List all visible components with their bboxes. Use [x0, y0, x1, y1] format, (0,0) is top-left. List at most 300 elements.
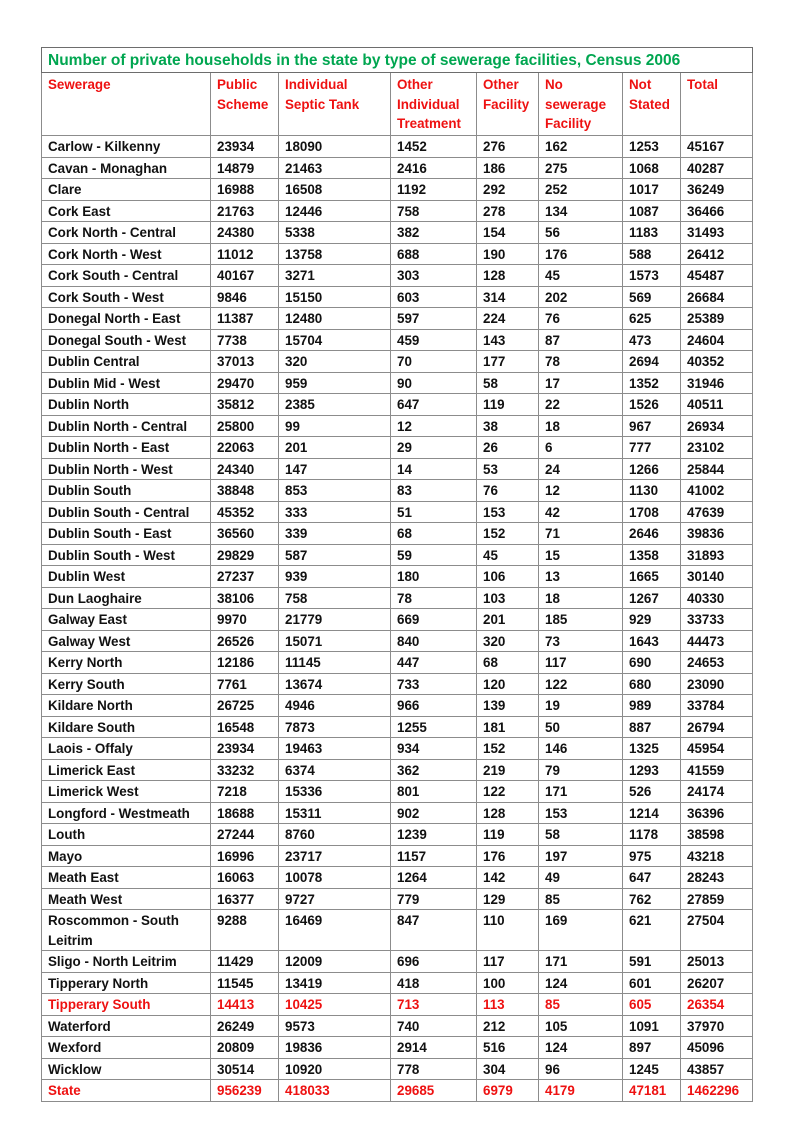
- cell-value: 516: [477, 1037, 539, 1059]
- cell-value: 6374: [279, 759, 391, 781]
- row-label: Longford - Westmeath: [42, 802, 211, 824]
- cell-value: 152: [477, 523, 539, 545]
- cell-value: 47181: [623, 1080, 681, 1102]
- cell-value: 185: [539, 609, 623, 631]
- cell-value: 13: [539, 566, 623, 588]
- table-row: [42, 265, 753, 287]
- cell-value: 12446: [279, 200, 391, 222]
- row-label: Dublin Central: [42, 351, 211, 373]
- cell-value: 26: [477, 437, 539, 459]
- cell-value: 45: [477, 544, 539, 566]
- cell-value: 15704: [279, 329, 391, 351]
- cell-value: 1264: [391, 867, 477, 889]
- cell-value: 7873: [279, 716, 391, 738]
- cell-value: 9970: [211, 609, 279, 631]
- cell-value: 1352: [623, 372, 681, 394]
- cell-value: 68: [391, 523, 477, 545]
- cell-value: 56: [539, 222, 623, 244]
- cell-value: 733: [391, 673, 477, 695]
- cell-value: 202: [539, 286, 623, 308]
- cell-value: 30140: [681, 566, 753, 588]
- row-label: Donegal North - East: [42, 308, 211, 330]
- row-label: Dublin South - West: [42, 544, 211, 566]
- cell-value: 777: [623, 437, 681, 459]
- row-label: Donegal South - West: [42, 329, 211, 351]
- header-sewerage: Sewerage: [42, 73, 211, 136]
- cell-value: 169: [539, 910, 623, 951]
- cell-value: 7761: [211, 673, 279, 695]
- cell-value: 79: [539, 759, 623, 781]
- cell-value: 956239: [211, 1080, 279, 1102]
- cell-value: 47639: [681, 501, 753, 523]
- cell-value: 29: [391, 437, 477, 459]
- cell-value: 41002: [681, 480, 753, 502]
- row-label: State: [42, 1080, 211, 1102]
- row-label: Galway East: [42, 609, 211, 631]
- cell-value: 4946: [279, 695, 391, 717]
- cell-value: 24380: [211, 222, 279, 244]
- cell-value: 1130: [623, 480, 681, 502]
- cell-value: 212: [477, 1015, 539, 1037]
- table-row: [42, 845, 753, 867]
- cell-value: 18: [539, 415, 623, 437]
- cell-value: 9288: [211, 910, 279, 951]
- cell-value: 966: [391, 695, 477, 717]
- cell-value: 23934: [211, 136, 279, 158]
- cell-value: 18: [539, 587, 623, 609]
- cell-value: 29829: [211, 544, 279, 566]
- cell-value: 779: [391, 888, 477, 910]
- header-public-scheme: Public Scheme: [211, 73, 279, 136]
- cell-value: 147: [279, 458, 391, 480]
- cell-value: 100: [477, 972, 539, 994]
- cell-value: 16469: [279, 910, 391, 951]
- cell-value: 601: [623, 972, 681, 994]
- cell-value: 1526: [623, 394, 681, 416]
- cell-value: 1253: [623, 136, 681, 158]
- cell-value: 85: [539, 994, 623, 1016]
- cell-value: 37013: [211, 351, 279, 373]
- table-row: [42, 910, 753, 951]
- table-row: [42, 1037, 753, 1059]
- cell-value: 45: [539, 265, 623, 287]
- header-no-sewerage-facility: No sewerage Facility: [539, 73, 623, 136]
- cell-value: 14879: [211, 157, 279, 179]
- cell-value: 15: [539, 544, 623, 566]
- row-label: Wicklow: [42, 1058, 211, 1080]
- cell-value: 24604: [681, 329, 753, 351]
- cell-value: 887: [623, 716, 681, 738]
- table-row: [42, 1058, 753, 1080]
- cell-value: 989: [623, 695, 681, 717]
- row-label: Dublin South - Central: [42, 501, 211, 523]
- table-row: [42, 200, 753, 222]
- cell-value: 71: [539, 523, 623, 545]
- header-other-facility: Other Facility: [477, 73, 539, 136]
- cell-value: 6: [539, 437, 623, 459]
- cell-value: 5338: [279, 222, 391, 244]
- cell-value: 1462296: [681, 1080, 753, 1102]
- header-total: Total: [681, 73, 753, 136]
- cell-value: 1183: [623, 222, 681, 244]
- cell-value: 959: [279, 372, 391, 394]
- cell-value: 1178: [623, 824, 681, 846]
- cell-value: 1255: [391, 716, 477, 738]
- cell-value: 591: [623, 951, 681, 973]
- row-label: Limerick West: [42, 781, 211, 803]
- total-row: [42, 1080, 753, 1102]
- cell-value: 38598: [681, 824, 753, 846]
- cell-value: 2385: [279, 394, 391, 416]
- cell-value: 26794: [681, 716, 753, 738]
- cell-value: 778: [391, 1058, 477, 1080]
- table-row: [42, 286, 753, 308]
- cell-value: 85: [539, 888, 623, 910]
- cell-value: 9727: [279, 888, 391, 910]
- table-row: [42, 587, 753, 609]
- cell-value: 2694: [623, 351, 681, 373]
- cell-value: 11387: [211, 308, 279, 330]
- cell-value: 29685: [391, 1080, 477, 1102]
- cell-value: 1708: [623, 501, 681, 523]
- table-row: [42, 972, 753, 994]
- row-label: Dublin North: [42, 394, 211, 416]
- cell-value: 190: [477, 243, 539, 265]
- cell-value: 853: [279, 480, 391, 502]
- cell-value: 16988: [211, 179, 279, 201]
- cell-value: 152: [477, 738, 539, 760]
- cell-value: 154: [477, 222, 539, 244]
- cell-value: 117: [477, 951, 539, 973]
- cell-value: 680: [623, 673, 681, 695]
- cell-value: 690: [623, 652, 681, 674]
- cell-value: 29470: [211, 372, 279, 394]
- cell-value: 740: [391, 1015, 477, 1037]
- row-label: Waterford: [42, 1015, 211, 1037]
- cell-value: 128: [477, 265, 539, 287]
- cell-value: 1665: [623, 566, 681, 588]
- cell-value: 1214: [623, 802, 681, 824]
- row-label: Dublin Mid - West: [42, 372, 211, 394]
- cell-value: 15150: [279, 286, 391, 308]
- cell-value: 40167: [211, 265, 279, 287]
- table-title: Number of private households in the state by type of sewerage facilities, Census 2006: [42, 48, 753, 73]
- cell-value: 21779: [279, 609, 391, 631]
- cell-value: 758: [279, 587, 391, 609]
- cell-value: 219: [477, 759, 539, 781]
- cell-value: 139: [477, 695, 539, 717]
- cell-value: 19463: [279, 738, 391, 760]
- cell-value: 122: [539, 673, 623, 695]
- table-row: [42, 437, 753, 459]
- cell-value: 1087: [623, 200, 681, 222]
- cell-value: 569: [623, 286, 681, 308]
- cell-value: 124: [539, 1037, 623, 1059]
- cell-value: 473: [623, 329, 681, 351]
- cell-value: 78: [391, 587, 477, 609]
- cell-value: 647: [391, 394, 477, 416]
- cell-value: 696: [391, 951, 477, 973]
- cell-value: 201: [279, 437, 391, 459]
- row-label: Kildare South: [42, 716, 211, 738]
- cell-value: 840: [391, 630, 477, 652]
- cell-value: 16063: [211, 867, 279, 889]
- cell-value: 16377: [211, 888, 279, 910]
- table-row: [42, 695, 753, 717]
- cell-value: 939: [279, 566, 391, 588]
- row-label: Galway West: [42, 630, 211, 652]
- cell-value: 27859: [681, 888, 753, 910]
- table-row: [42, 501, 753, 523]
- row-label: Meath East: [42, 867, 211, 889]
- sewerage-table: [41, 47, 753, 1102]
- cell-value: 758: [391, 200, 477, 222]
- table-row: [42, 994, 753, 1016]
- cell-value: 24340: [211, 458, 279, 480]
- cell-value: 418033: [279, 1080, 391, 1102]
- row-label: Tipperary South: [42, 994, 211, 1016]
- cell-value: 50: [539, 716, 623, 738]
- row-label: Louth: [42, 824, 211, 846]
- cell-value: 1267: [623, 587, 681, 609]
- cell-value: 9573: [279, 1015, 391, 1037]
- row-label: Cork North - West: [42, 243, 211, 265]
- table-row: [42, 609, 753, 631]
- cell-value: 252: [539, 179, 623, 201]
- table-row: [42, 480, 753, 502]
- cell-value: 339: [279, 523, 391, 545]
- cell-value: 15336: [279, 781, 391, 803]
- row-label: Dublin South: [42, 480, 211, 502]
- cell-value: 90: [391, 372, 477, 394]
- cell-value: 526: [623, 781, 681, 803]
- cell-value: 588: [623, 243, 681, 265]
- cell-value: 2416: [391, 157, 477, 179]
- cell-value: 23102: [681, 437, 753, 459]
- cell-value: 1157: [391, 845, 477, 867]
- row-label: Laois - Offaly: [42, 738, 211, 760]
- cell-value: 73: [539, 630, 623, 652]
- table-row: [42, 308, 753, 330]
- cell-value: 76: [477, 480, 539, 502]
- cell-value: 51: [391, 501, 477, 523]
- cell-value: 36466: [681, 200, 753, 222]
- cell-value: 106: [477, 566, 539, 588]
- cell-value: 13419: [279, 972, 391, 994]
- cell-value: 36249: [681, 179, 753, 201]
- cell-value: 17: [539, 372, 623, 394]
- cell-value: 38848: [211, 480, 279, 502]
- cell-value: 10425: [279, 994, 391, 1016]
- cell-value: 25013: [681, 951, 753, 973]
- row-label: Cork South - Central: [42, 265, 211, 287]
- cell-value: 902: [391, 802, 477, 824]
- cell-value: 16508: [279, 179, 391, 201]
- cell-value: 303: [391, 265, 477, 287]
- cell-value: 13674: [279, 673, 391, 695]
- cell-value: 96: [539, 1058, 623, 1080]
- cell-value: 625: [623, 308, 681, 330]
- row-label: Cork South - West: [42, 286, 211, 308]
- cell-value: 1293: [623, 759, 681, 781]
- cell-value: 24174: [681, 781, 753, 803]
- cell-value: 10920: [279, 1058, 391, 1080]
- cell-value: 41559: [681, 759, 753, 781]
- row-label: Dublin North - East: [42, 437, 211, 459]
- cell-value: 40352: [681, 351, 753, 373]
- table-row: [42, 415, 753, 437]
- row-label: Sligo - North Leitrim: [42, 951, 211, 973]
- cell-value: 124: [539, 972, 623, 994]
- cell-value: 1266: [623, 458, 681, 480]
- cell-value: 197: [539, 845, 623, 867]
- cell-value: 31893: [681, 544, 753, 566]
- cell-value: 3271: [279, 265, 391, 287]
- cell-value: 1091: [623, 1015, 681, 1037]
- cell-value: 177: [477, 351, 539, 373]
- cell-value: 128: [477, 802, 539, 824]
- cell-value: 967: [623, 415, 681, 437]
- table-row: [42, 824, 753, 846]
- row-label: Meath West: [42, 888, 211, 910]
- cell-value: 11012: [211, 243, 279, 265]
- table-row: [42, 652, 753, 674]
- cell-value: 333: [279, 501, 391, 523]
- cell-value: 1192: [391, 179, 477, 201]
- cell-value: 15071: [279, 630, 391, 652]
- cell-value: 1643: [623, 630, 681, 652]
- row-label: Dublin North - West: [42, 458, 211, 480]
- cell-value: 8760: [279, 824, 391, 846]
- cell-value: 31946: [681, 372, 753, 394]
- cell-value: 27237: [211, 566, 279, 588]
- cell-value: 14: [391, 458, 477, 480]
- cell-value: 30514: [211, 1058, 279, 1080]
- cell-value: 18688: [211, 802, 279, 824]
- cell-value: 23717: [279, 845, 391, 867]
- row-label: Limerick East: [42, 759, 211, 781]
- cell-value: 83: [391, 480, 477, 502]
- table-row: [42, 394, 753, 416]
- cell-value: 7218: [211, 781, 279, 803]
- cell-value: 24: [539, 458, 623, 480]
- cell-value: 78: [539, 351, 623, 373]
- cell-value: 24653: [681, 652, 753, 674]
- cell-value: 42: [539, 501, 623, 523]
- cell-value: 12009: [279, 951, 391, 973]
- cell-value: 26412: [681, 243, 753, 265]
- cell-value: 117: [539, 652, 623, 674]
- cell-value: 58: [477, 372, 539, 394]
- table-row: [42, 888, 753, 910]
- table-row: [42, 630, 753, 652]
- cell-value: 176: [477, 845, 539, 867]
- row-label: Cork East: [42, 200, 211, 222]
- cell-value: 12186: [211, 652, 279, 674]
- cell-value: 688: [391, 243, 477, 265]
- cell-value: 11145: [279, 652, 391, 674]
- cell-value: 847: [391, 910, 477, 951]
- cell-value: 37970: [681, 1015, 753, 1037]
- cell-value: 25844: [681, 458, 753, 480]
- cell-value: 897: [623, 1037, 681, 1059]
- cell-value: 975: [623, 845, 681, 867]
- row-label: Carlow - Kilkenny: [42, 136, 211, 158]
- cell-value: 180: [391, 566, 477, 588]
- cell-value: 621: [623, 910, 681, 951]
- cell-value: 45352: [211, 501, 279, 523]
- cell-value: 58: [539, 824, 623, 846]
- cell-value: 26725: [211, 695, 279, 717]
- cell-value: 153: [539, 802, 623, 824]
- cell-value: 16548: [211, 716, 279, 738]
- cell-value: 87: [539, 329, 623, 351]
- table-row: [42, 802, 753, 824]
- cell-value: 276: [477, 136, 539, 158]
- cell-value: 459: [391, 329, 477, 351]
- table-row: [42, 351, 753, 373]
- cell-value: 186: [477, 157, 539, 179]
- table-row: [42, 867, 753, 889]
- cell-value: 2914: [391, 1037, 477, 1059]
- cell-value: 7738: [211, 329, 279, 351]
- header-individual-septic-tank: Individual Septic Tank: [279, 73, 391, 136]
- cell-value: 27504: [681, 910, 753, 951]
- cell-value: 26684: [681, 286, 753, 308]
- cell-value: 25800: [211, 415, 279, 437]
- cell-value: 70: [391, 351, 477, 373]
- table-row: [42, 329, 753, 351]
- cell-value: 23934: [211, 738, 279, 760]
- cell-value: 418: [391, 972, 477, 994]
- cell-value: 26526: [211, 630, 279, 652]
- cell-value: 45096: [681, 1037, 753, 1059]
- cell-value: 27244: [211, 824, 279, 846]
- cell-value: 12: [391, 415, 477, 437]
- cell-value: 35812: [211, 394, 279, 416]
- cell-value: 21463: [279, 157, 391, 179]
- cell-value: 1358: [623, 544, 681, 566]
- cell-value: 1325: [623, 738, 681, 760]
- cell-value: 99: [279, 415, 391, 437]
- row-label: Kerry North: [42, 652, 211, 674]
- cell-value: 171: [539, 781, 623, 803]
- cell-value: 320: [477, 630, 539, 652]
- cell-value: 22063: [211, 437, 279, 459]
- cell-value: 6979: [477, 1080, 539, 1102]
- cell-value: 11429: [211, 951, 279, 973]
- table-row: [42, 759, 753, 781]
- cell-value: 26934: [681, 415, 753, 437]
- row-label: Tipperary North: [42, 972, 211, 994]
- table-row: [42, 243, 753, 265]
- table-row: [42, 716, 753, 738]
- cell-value: 16996: [211, 845, 279, 867]
- row-label: Mayo: [42, 845, 211, 867]
- cell-value: 26207: [681, 972, 753, 994]
- cell-value: 153: [477, 501, 539, 523]
- cell-value: 38: [477, 415, 539, 437]
- cell-value: 603: [391, 286, 477, 308]
- cell-value: 49: [539, 867, 623, 889]
- cell-value: 1573: [623, 265, 681, 287]
- cell-value: 119: [477, 824, 539, 846]
- table-container: [41, 47, 752, 1102]
- cell-value: 143: [477, 329, 539, 351]
- table-row: [42, 136, 753, 158]
- cell-value: 26249: [211, 1015, 279, 1037]
- cell-value: 224: [477, 308, 539, 330]
